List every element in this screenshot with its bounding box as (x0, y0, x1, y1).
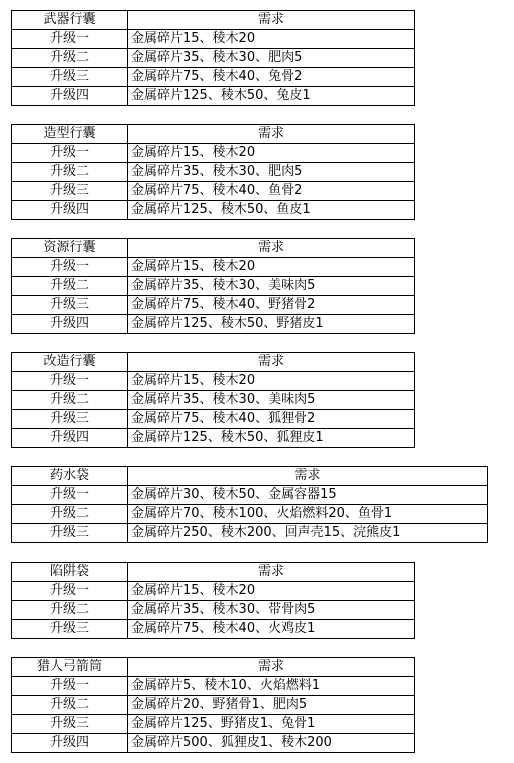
requirement-cell: 金属碎片125、稜木50、兔皮1 (128, 87, 415, 106)
level-cell: 升级一 (12, 486, 128, 505)
table-row (12, 505, 488, 524)
requirement-cell: 金属碎片125、稜木50、狐狸皮1 (128, 429, 415, 448)
level-cell: 升级三 (12, 296, 128, 315)
table-row (12, 68, 415, 87)
requirement-cell: 金属碎片75、稜木40、兔骨2 (128, 68, 415, 87)
table-row (12, 315, 415, 334)
level-cell: 升级二 (12, 601, 128, 620)
level-cell: 升级三 (12, 68, 128, 87)
table-row (12, 30, 415, 49)
requirement-header: 需求 (128, 353, 415, 372)
level-cell: 升级二 (12, 505, 128, 524)
table-row (12, 258, 415, 277)
requirement-cell: 金属碎片35、稜木30、带骨肉5 (128, 601, 415, 620)
table-row (12, 524, 488, 543)
table-row (12, 201, 415, 220)
requirement-header: 需求 (128, 563, 415, 582)
requirement-cell: 金属碎片125、稜木50、野猪皮1 (128, 315, 415, 334)
upgrade-table-style-bag (11, 124, 415, 220)
level-cell: 升级二 (12, 163, 128, 182)
requirement-cell: 金属碎片35、稜木30、肥肉5 (128, 163, 415, 182)
table-row (12, 696, 415, 715)
table-row (12, 620, 415, 639)
requirement-header: 需求 (128, 658, 415, 677)
requirement-cell: 金属碎片15、稜木20 (128, 144, 415, 163)
table-title: 武器行囊 (12, 11, 128, 30)
level-cell: 升级一 (12, 144, 128, 163)
level-cell: 升级二 (12, 277, 128, 296)
table-row (12, 429, 415, 448)
level-cell: 升级四 (12, 201, 128, 220)
requirement-cell: 金属碎片75、稜木40、火鸡皮1 (128, 620, 415, 639)
requirement-cell: 金属碎片125、野猪皮1、兔骨1 (128, 715, 415, 734)
table-title: 药水袋 (12, 467, 128, 486)
level-cell: 升级二 (12, 391, 128, 410)
requirement-header: 需求 (128, 11, 415, 30)
requirement-cell: 金属碎片35、稜木30、美味肉5 (128, 391, 415, 410)
upgrade-table-weapon-bag (11, 10, 415, 106)
table-row (12, 734, 415, 753)
table-row (12, 163, 415, 182)
upgrade-table-potion-pouch (11, 466, 488, 543)
requirement-cell: 金属碎片70、稜木100、火焰燃料20、鱼骨1 (128, 505, 488, 524)
upgrade-table-resource-bag (11, 238, 415, 334)
upgrade-table-trap-pouch (11, 562, 415, 639)
level-cell: 升级一 (12, 582, 128, 601)
table-header-row (12, 11, 415, 30)
requirement-cell: 金属碎片15、稜木20 (128, 582, 415, 601)
table-header-row (12, 125, 415, 144)
table-row (12, 277, 415, 296)
level-cell: 升级一 (12, 372, 128, 391)
table-header-row (12, 239, 415, 258)
table-row (12, 582, 415, 601)
table-header-row (12, 563, 415, 582)
table-title: 猎人弓箭筒 (12, 658, 128, 677)
level-cell: 升级三 (12, 715, 128, 734)
requirement-cell: 金属碎片35、稜木30、肥肉5 (128, 49, 415, 68)
requirement-cell: 金属碎片75、稜木40、鱼骨2 (128, 182, 415, 201)
level-cell: 升级二 (12, 696, 128, 715)
requirement-cell: 金属碎片500、狐狸皮1、稜木200 (128, 734, 415, 753)
level-cell: 升级一 (12, 258, 128, 277)
requirement-header: 需求 (128, 467, 488, 486)
table-row (12, 87, 415, 106)
upgrade-table-hunter-quiver (11, 657, 415, 753)
level-cell: 升级四 (12, 315, 128, 334)
table-row (12, 296, 415, 315)
level-cell: 升级三 (12, 620, 128, 639)
level-cell: 升级三 (12, 410, 128, 429)
level-cell: 升级一 (12, 30, 128, 49)
table-row (12, 677, 415, 696)
table-header-row (12, 353, 415, 372)
requirement-header: 需求 (128, 125, 415, 144)
level-cell: 升级四 (12, 429, 128, 448)
upgrade-table-mod-bag (11, 352, 415, 448)
table-title: 改造行囊 (12, 353, 128, 372)
requirement-cell: 金属碎片15、稜木20 (128, 258, 415, 277)
table-row (12, 49, 415, 68)
table-title: 资源行囊 (12, 239, 128, 258)
requirement-cell: 金属碎片15、稜木20 (128, 372, 415, 391)
table-row (12, 182, 415, 201)
requirement-cell: 金属碎片35、稜木30、美味肉5 (128, 277, 415, 296)
table-row (12, 715, 415, 734)
table-title: 陷阱袋 (12, 563, 128, 582)
requirement-cell: 金属碎片75、稜木40、狐狸骨2 (128, 410, 415, 429)
requirement-cell: 金属碎片20、野猪骨1、肥肉5 (128, 696, 415, 715)
table-header-row (12, 658, 415, 677)
table-header-row (12, 467, 488, 486)
level-cell: 升级二 (12, 49, 128, 68)
table-title: 造型行囊 (12, 125, 128, 144)
table-row (12, 144, 415, 163)
requirement-header: 需求 (128, 239, 415, 258)
requirement-cell: 金属碎片15、稜木20 (128, 30, 415, 49)
table-row (12, 372, 415, 391)
table-row (12, 410, 415, 429)
level-cell: 升级一 (12, 677, 128, 696)
requirement-cell: 金属碎片5、稜木10、火焰燃料1 (128, 677, 415, 696)
table-row (12, 601, 415, 620)
requirement-cell: 金属碎片250、稜木200、回声壳15、浣熊皮1 (128, 524, 488, 543)
requirement-cell: 金属碎片30、稜木50、金属容器15 (128, 486, 488, 505)
requirement-cell: 金属碎片75、稜木40、野猪骨2 (128, 296, 415, 315)
level-cell: 升级四 (12, 87, 128, 106)
level-cell: 升级三 (12, 524, 128, 543)
table-row (12, 486, 488, 505)
requirement-cell: 金属碎片125、稜木50、鱼皮1 (128, 201, 415, 220)
level-cell: 升级三 (12, 182, 128, 201)
table-row (12, 391, 415, 410)
level-cell: 升级四 (12, 734, 128, 753)
